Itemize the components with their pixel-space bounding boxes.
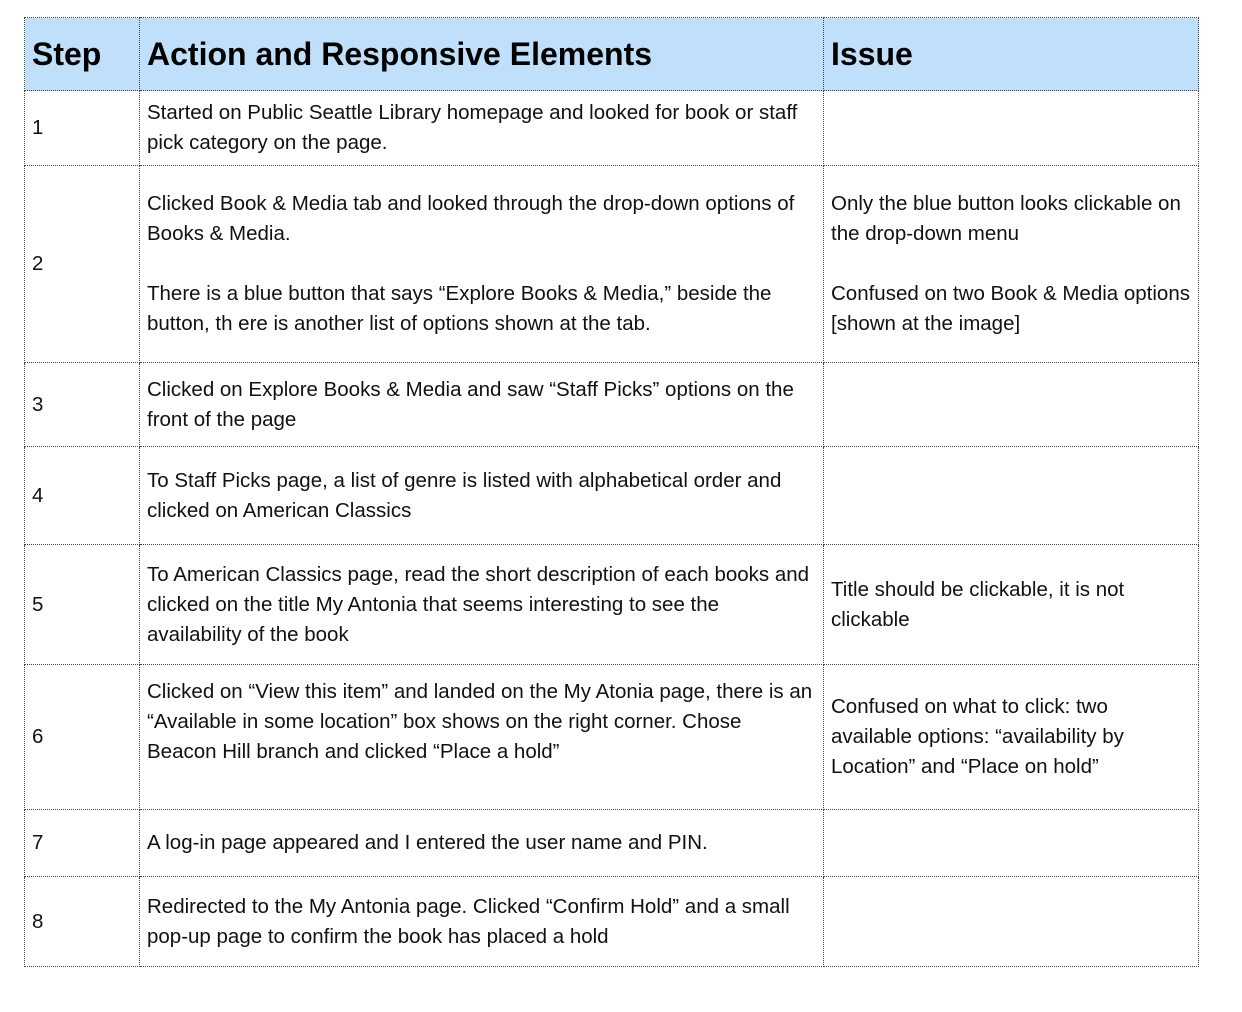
action-cell [140, 166, 824, 363]
step-number: 1 [25, 91, 140, 166]
table-row [25, 363, 1199, 447]
issue-cell [824, 166, 1199, 363]
action-text: Clicked on “View this item” and landed on the My Atonia page, there is an “Available in some location” box shows on the right corner. Chose Beacon Hill branch and clicked “Place a hold” [147, 680, 813, 763]
action-cell [140, 877, 824, 967]
action-text: Redirected to the My Antonia page. Clicked “Confirm Hold” and a small pop-up page to confirm the book has placed a hold [147, 894, 790, 948]
step-number: 3 [25, 363, 140, 447]
header-step: Step [25, 18, 140, 91]
header-row [25, 18, 1199, 91]
action-cell [140, 447, 824, 545]
action-cell [140, 665, 824, 810]
table-row [25, 665, 1199, 810]
table-row [25, 877, 1199, 967]
action-cell [140, 810, 824, 877]
issue-cell [824, 363, 1199, 447]
issue-text: Confused on what to click: two available options: “availability by Location” and “Place on hold” [831, 695, 1124, 778]
step-number: 4 [25, 447, 140, 545]
action-text: Started on Public Seattle Library homepage and looked for book or staff pick category on the page. [147, 101, 798, 154]
step-number: 5 [25, 545, 140, 665]
action-cell [140, 363, 824, 447]
action-cell [140, 91, 824, 166]
table-row [25, 545, 1199, 665]
issue-text: Title should be clickable, it is not clickable [831, 577, 1125, 631]
action-text: There is a blue button that says “Explore Books & Media,” beside the button, th ere is another list of options shown at the tab. [147, 282, 772, 335]
table-row [25, 810, 1199, 877]
action-text: To Staff Picks page, a list of genre is listed with alphabetical order and clicked on American Classics [147, 468, 782, 522]
header-issue: Issue [824, 18, 1199, 91]
table-row [25, 447, 1199, 545]
issue-cell [824, 545, 1199, 665]
issue-cell [824, 810, 1199, 877]
step-number: 8 [25, 877, 140, 967]
issue-text: Confused on two Book & Media options [shown at the image] [831, 282, 1190, 335]
issue-cell [824, 91, 1199, 166]
step-number: 6 [25, 665, 140, 810]
step-number: 2 [25, 166, 140, 363]
table-row [25, 91, 1199, 166]
issue-cell [824, 877, 1199, 967]
action-cell [140, 545, 824, 665]
issue-cell [824, 447, 1199, 545]
action-text: Clicked Book & Media tab and looked through the drop-down options of Books & Media. [147, 192, 795, 245]
issue-text: Only the blue button looks clickable on the drop-down menu [831, 192, 1181, 245]
header-action: Action and Responsive Elements [140, 18, 824, 91]
usability-steps-table [24, 17, 1199, 967]
action-text: To American Classics page, read the short description of each books and clicked on the title My Antonia that seems interesting to see the availability of the book [147, 562, 810, 646]
step-number: 7 [25, 810, 140, 877]
issue-cell [824, 665, 1199, 810]
action-text: A log-in page appeared and I entered the user name and PIN. [147, 831, 708, 854]
table-row [25, 166, 1199, 363]
action-text: Clicked on Explore Books & Media and saw “Staff Picks” options on the front of the page [147, 377, 794, 431]
